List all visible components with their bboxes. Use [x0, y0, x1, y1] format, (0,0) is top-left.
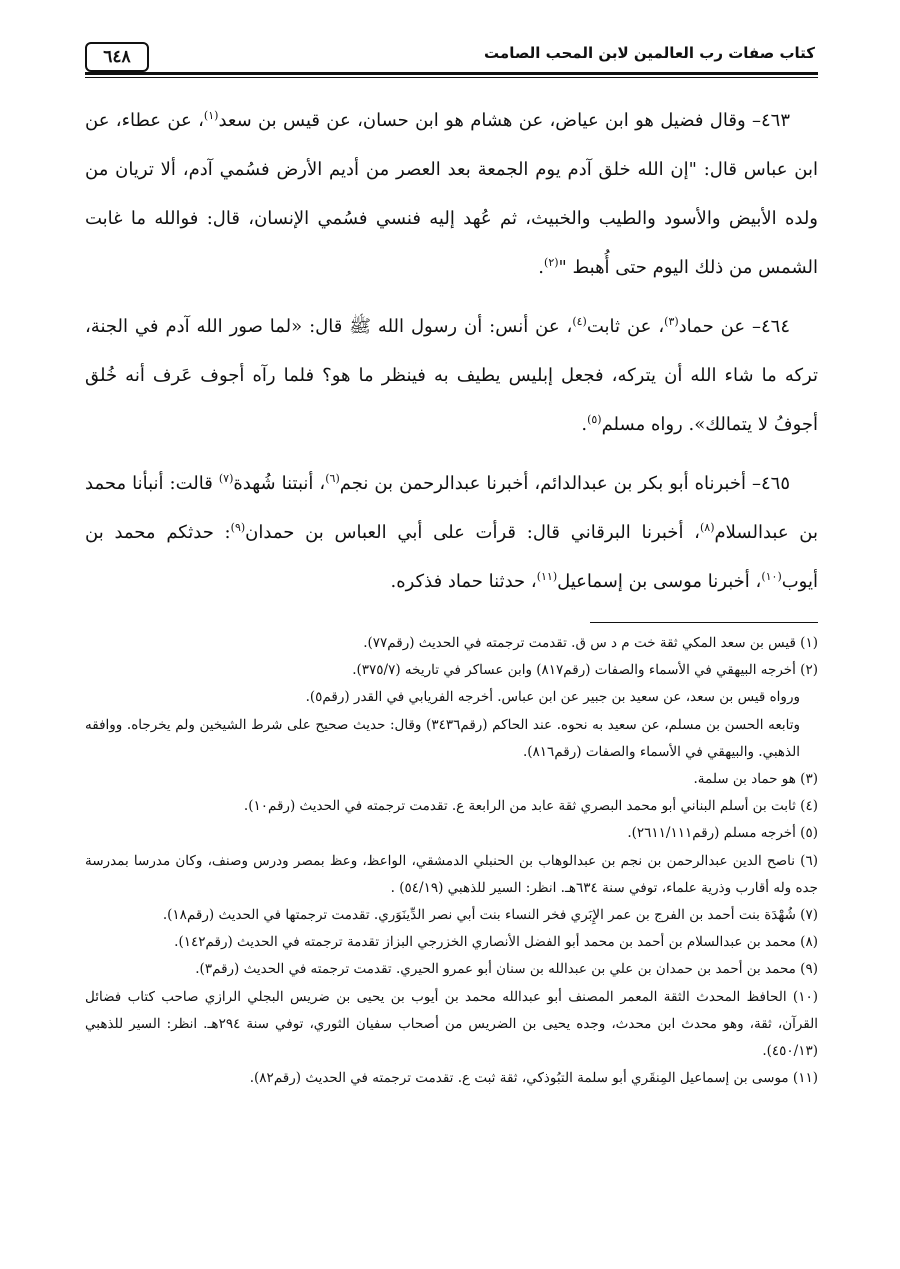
text-run: ، أخبرنا البرقاني قال: قرأت على أبي العباس بن حمدان: [245, 522, 700, 543]
text-run: ٤٦٤– عن حماد: [678, 316, 791, 337]
footnote-ref-4[interactable]: (٤): [572, 315, 587, 328]
footnote-ref-2[interactable]: (٢): [544, 256, 559, 269]
footnote-ref-11[interactable]: (١١): [536, 570, 558, 583]
footnote-ref-8[interactable]: (٨): [700, 521, 715, 534]
page-number: ٦٤٨: [85, 42, 149, 72]
text-run: ، عن ثابت: [586, 316, 665, 337]
footnote-4: (٤) ثابت بن أسلم البناني أبو محمد البصري ثقة عابد من الرابعة ع. تقدمت ترجمته في الحديث (رقم١٠).: [243, 798, 818, 815]
footnote-ref-9[interactable]: (٩): [230, 521, 246, 534]
footnote-2-continuation: ورواه قيس بن سعد، عن سعيد بن جبير عن ابن عباس. أخرجه الفريابي في القدر (رقم٥).: [305, 689, 800, 706]
footnote-ref-3[interactable]: (٣): [664, 315, 679, 328]
footnote-ref-5[interactable]: (٥): [587, 413, 602, 426]
header-rule-thin: [85, 77, 818, 78]
header-rule-thick: [85, 72, 818, 75]
footnote-ref-6[interactable]: (٦): [325, 472, 340, 485]
text-run: .: [538, 257, 545, 278]
footnote-separator: [590, 622, 818, 623]
text-run: ، أنبتنا شُهدة: [233, 473, 326, 494]
text-run: ٤٦٥– أخبرناه أبو بكر بن عبدالدائم، أخبرنا عبدالرحمن بن نجم: [339, 473, 791, 494]
hadith-463: [85, 96, 818, 292]
text-run: ، حدثنا حماد فذكره.: [390, 571, 537, 592]
footnotes: [85, 630, 818, 1092]
text-run: قالت: أنبأنا محمد بن عبدالسلام: [85, 473, 819, 543]
footnote-ref-10[interactable]: (١٠): [761, 570, 782, 583]
footnote-ref-7[interactable]: (٧): [218, 472, 234, 485]
footnote-5: (٥) أخرجه مسلم (رقم٢٦١١/١١١).: [627, 825, 818, 842]
footnote-6: (٦) ناصح الدين عبدالرحمن بن نجم بن عبدالوهاب بن الحنبلي الدمشقي، الواعظ، وعظ بمصر ودرس وصنف، وكان مدرسا بمدرسة جده وله أقارب وذرية علماء، توفي سنة ٦٣٤هـ. انظر: السير للذهبي (٥٤/١٩) .: [85, 852, 818, 896]
hadith-464: [85, 302, 818, 449]
hadith-465: [85, 459, 818, 606]
text-run: .: [581, 414, 588, 435]
footnote-9: (٩) محمد بن أحمد بن حمدان بن علي بن عبدالله بن سنان أبو عمرو الحيري. تقدمت ترجمته في الحديث (رقم٣).: [195, 961, 818, 978]
text-run: ، أخبرنا موسى بن إسماعيل: [557, 571, 762, 592]
footnote-2-continuation: وتابعه الحسن بن مسلم، عن سعيد به نحوه. عند الحاكم (رقم٣٤٣٦) وقال: حديث صحيح على شرط الشيخين ولم يخرجاه. ووافقه الذهبي. والبيهقي في الأسماء والصفات (رقم٨١٦).: [85, 716, 800, 760]
footnote-3: (٣) هو حماد بن سلمة.: [693, 771, 818, 788]
text-run: : حدثكم محمد بن أيوب: [85, 522, 818, 592]
footnote-7: (٧) شُهْدَة بنت أحمد بن الفرج بن عمر الإِبَري فخر النساء بنت أبي نصر الدِّينَوَري. تقدمت ترجمتها في الحديث (رقم١٨).: [162, 907, 818, 924]
footnote-2: (٢) أخرجه البيهقي في الأسماء والصفات (رقم٨١٧) وابن عساكر في تاريخه (٣٧٥/٧).: [352, 662, 818, 679]
book-title: كتاب صفات رب العالمين لابن المحب الصامت: [484, 44, 815, 62]
footnote-8: (٨) محمد بن عبدالسلام بن أحمد بن محمد أبو الفضل الأنصاري الخزرجي البزاز تقدمة ترجمته في الحديث (رقم١٤٢).: [174, 934, 818, 951]
text-run: ٤٦٣– وقال فضيل هو ابن عياض، عن هشام هو ابن حسان، عن قيس بن سعد: [218, 110, 790, 131]
footnote-11: (١١) موسى بن إسماعيل المِنقَري أبو سلمة التبُوذكي، ثقة ثبت ع. تقدمت ترجمته في الحديث (رقم٨٢).: [249, 1070, 818, 1087]
text-run: ، عن عطاء، عن ابن عباس قال: "إن الله خلق آدم يوم الجمعة بعد العصر من أديم الأرض فسُمي آدم، ألا تريان من ولده الأبيض والأسود والطيب والخبيث، ثم عُهد إليه فنسي فسُمي الإنسان، قال: فوالله ما غابت الشمس من ذلك اليوم حتى أُهبط ": [85, 110, 818, 278]
footnote-1: (١) قيس بن سعد المكي ثقة خت م د س ق. تقدمت ترجمته في الحديث (رقم٧٧).: [363, 635, 818, 651]
footnote-ref-1[interactable]: (١): [203, 109, 219, 122]
text-run: ، عن أنس: أن رسول الله ﷺ قال: «لما صور الله آدم في الجنة، تركه ما شاء الله أن يتركه، فجعل إبليس يطيف به فينظر ما هو؟ فلما رآه أجوف عَرف أنه خُلق أجوفُ لا يتمالك». رواه مسلم: [85, 316, 818, 435]
footnote-10: (١٠) الحافظ المحدث الثقة المعمر المصنف أبو عبدالله محمد بن أيوب بن يحيى بن ضريس البجلي الرازي صاحب كتاب فضائل القرآن، ثقة، وهو محدث ابن محدث، وجده يحيى بن الضريس من أصحاب سفيان الثوري، توفي سنة ٢٩٤هـ. انظر: السير للذهبي (٤٥٠/١٣).: [85, 988, 818, 1060]
main-text: [85, 96, 818, 616]
